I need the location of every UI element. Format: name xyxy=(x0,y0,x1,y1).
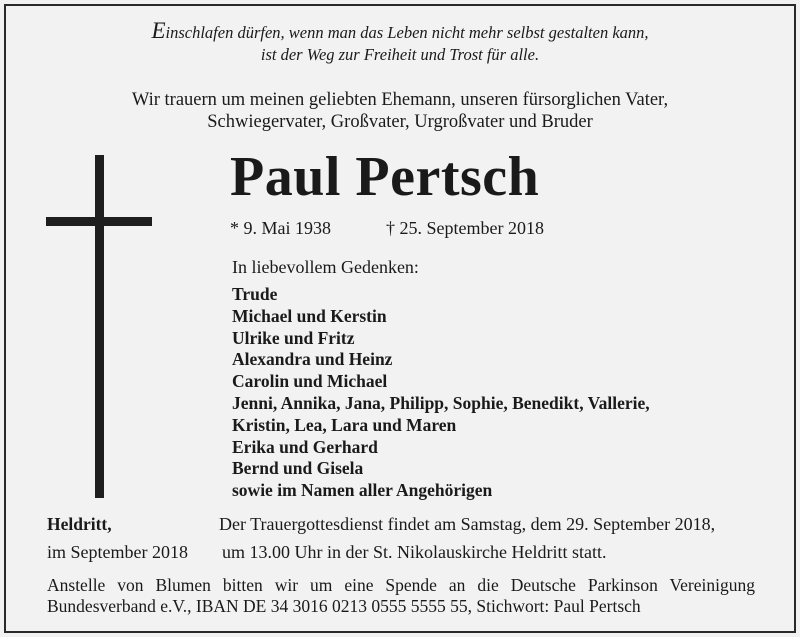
donation-line-1: Anstelle von Blumen bitten wir um eine Spende an die Deutsche Parkinson Vereinigung xyxy=(47,575,755,595)
list-item: Trude xyxy=(232,284,278,304)
birth-date: * 9. Mai 1938 xyxy=(230,218,331,238)
service-info-line-2: um 13.00 Uhr in der St. Nikolauskirche Heldritt statt. xyxy=(222,542,607,562)
intro-line-1: Wir trauern um meinen geliebten Ehemann, unseren fürsorglichen Vater, xyxy=(131,90,669,110)
motto-line-1-text: inschlafen dürfen, wenn man das Leben nicht mehr selbst gestalten kann, xyxy=(165,23,649,42)
intro-text xyxy=(0,89,800,133)
place-name: Heldritt, xyxy=(47,514,112,534)
list-item: Erika und Gerhard xyxy=(232,436,378,457)
list-item: Michael und Kerstin xyxy=(232,305,387,326)
motto-dropcap: E xyxy=(151,18,166,43)
list-item: Bernd und Gisela xyxy=(232,458,364,479)
list-item: sowie im Namen aller Angehörigen xyxy=(232,480,493,501)
motto-line-1 xyxy=(0,20,800,44)
deceased-name: Paul Pertsch xyxy=(230,146,540,208)
memory-heading: In liebevollem Gedenken: xyxy=(232,257,419,277)
death-date: † 25. September 2018 xyxy=(386,218,544,238)
donation-line-2: Bundesverband e.V., IBAN DE 34 3016 0213 0555 5555 55, Stichwort: Paul Pertsch xyxy=(47,596,641,616)
list-item: Alexandra und Heinz xyxy=(232,349,393,370)
notice-date: im September 2018 xyxy=(47,542,188,562)
cross-crossbar xyxy=(46,217,152,226)
list-item: Ulrike und Fritz xyxy=(232,327,355,348)
intro-line-2: Schwiegervater, Großvater, Urgroßvater und Bruder xyxy=(207,112,593,132)
mourners-list xyxy=(232,284,650,502)
latin-cross-icon xyxy=(95,155,104,498)
motto-line-2: ist der Weg zur Freiheit und Trost für alle. xyxy=(260,45,540,64)
donation-request xyxy=(47,575,755,617)
list-item: Carolin und Michael xyxy=(232,371,388,392)
list-item: Kristin, Lea, Lara und Maren xyxy=(232,414,457,435)
motto xyxy=(0,20,800,66)
service-info-line-1: Der Trauergottesdienst findet am Samstag, dem 29. September 2018, xyxy=(219,514,716,534)
list-item: Jenni, Annika, Jana, Philipp, Sophie, Benedikt, Vallerie, xyxy=(232,392,650,413)
